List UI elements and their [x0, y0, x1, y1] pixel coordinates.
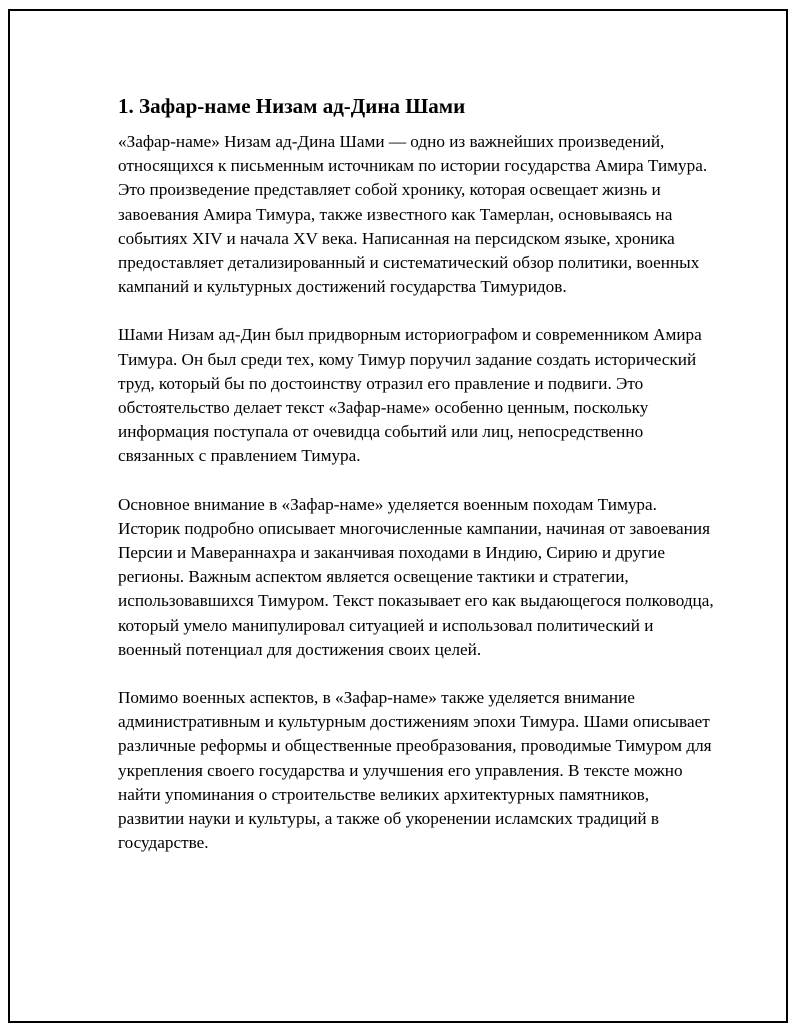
section-heading: 1. Зафар-наме Низам ад-Дина Шами: [118, 94, 466, 118]
paragraph-1: «Зафар-наме» Низам ад-Дина Шами — одно из важнейших произведений, относящихся к письменным источникам по истории государства Амира Тимура. Это произведение представляет собой хронику, которая освещает жизнь и завоевания Амира Тимура, также известного как Тамерлан, основываясь на событиях XIV и начала XV века. Написанная на персидском языке, хроника предоставляет детализированный и систематический обзор политики, военных кампаний и культурных достижений государства Тимуридов.: [118, 132, 708, 297]
paragraph-4: Помимо военных аспектов, в «Зафар-наме» также уделяется внимание административным и культурным достижениям эпохи Тимура. Шами описывает различные реформы и общественные преобразования, проводимые Тимуром для укрепления своего государства и улучшения его управления. В тексте можно найти упоминания о строительстве великих архитектурных памятников, развитии науки и культуры, а также об укоренении исламских традиций в государстве.: [118, 688, 712, 853]
paragraph-3: Основное внимание в «Зафар-наме» уделяется военным походам Тимура. Историк подробно описывает многочисленные кампании, начиная от завоевания Персии и Мавераннахра и заканчивая походами в Индию, Сирию и другие регионы. Важным аспектом является освещение тактики и стратегии, использовавшихся Тимуром. Текст показывает его как выдающегося полководца, который умело манипулировал ситуацией и использовал политический и военный потенциал для достижения своих целей.: [118, 494, 714, 659]
document-body: [118, 92, 718, 879]
paragraph-2: Шами Низам ад-Дин был придворным историографом и современником Амира Тимура. Он был среди тех, кому Тимур поручил задание создать исторический труд, который бы по достоинству отразил его правление и подвиги. Это обстоятельство делает текст «Зафар-наме» особенно ценным, поскольку информация поступала от очевидца событий или лиц, непосредственно связанных с правлением Тимура.: [118, 325, 702, 466]
